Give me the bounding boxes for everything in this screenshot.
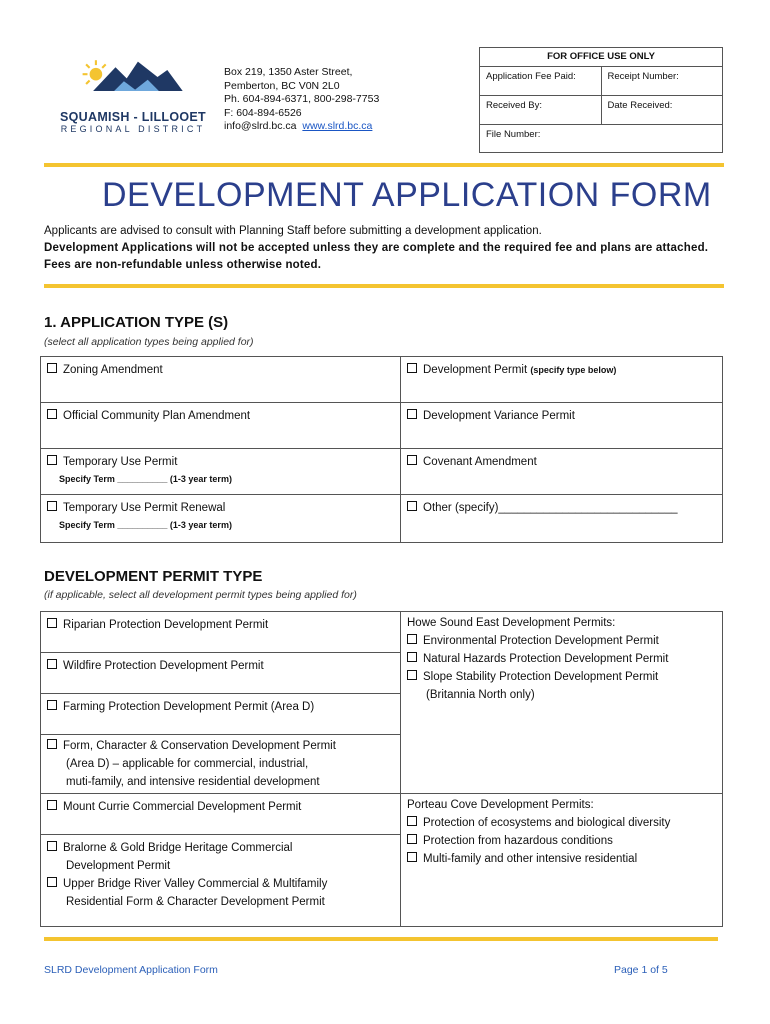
- divider: [44, 163, 724, 167]
- checkbox-icon[interactable]: [47, 739, 57, 749]
- divider: [44, 937, 718, 941]
- checkbox-icon[interactable]: [407, 455, 417, 465]
- office-use-box: [479, 47, 723, 153]
- option-mount-currie[interactable]: Mount Currie Commercial Development Permit: [40, 793, 401, 835]
- checkbox-icon[interactable]: [407, 852, 417, 862]
- email-text: info@slrd.bc.ca: [224, 120, 297, 132]
- checkbox-icon[interactable]: [407, 634, 417, 644]
- checkbox-icon[interactable]: [407, 670, 417, 680]
- checkbox-icon[interactable]: [47, 455, 57, 465]
- option-farming[interactable]: Farming Protection Development Permit (Area D): [40, 693, 401, 735]
- option-ocp[interactable]: Official Community Plan Amendment: [40, 402, 401, 449]
- section-heading: DEVELOPMENT PERMIT TYPE: [44, 568, 263, 585]
- section-note: (if applicable, select all development permit types being applied for): [44, 589, 357, 601]
- mountain-icon: [93, 62, 183, 91]
- option-covenant[interactable]: Covenant Amendment: [400, 448, 723, 495]
- file-number-field[interactable]: File Number:: [486, 129, 541, 140]
- received-by-field[interactable]: Received By:: [486, 100, 542, 111]
- option-wildfire[interactable]: Wildfire Protection Development Permit: [40, 652, 401, 694]
- checkbox-icon[interactable]: [47, 409, 57, 419]
- checkbox-icon[interactable]: [407, 409, 417, 419]
- intro-text: Applicants are advised to consult with Planning Staff before submitting a development application. Development Applications will not be accepted unless they are complete and the required fee and plans are attached. Fees are non-refundable unless otherwise noted.: [44, 225, 709, 271]
- checkbox-icon[interactable]: [407, 363, 417, 373]
- option-dvp[interactable]: Development Variance Permit: [400, 402, 723, 449]
- org-address: Box 219, 1350 Aster Street, Pemberton, BC V0N 2L0 Ph. 604-894-6371, 800-298-7753 F: 604-894-6526 info@slrd.bc.ca www.slrd.bc.ca: [224, 66, 380, 132]
- checkbox-icon[interactable]: [47, 501, 57, 511]
- website-link[interactable]: www.slrd.bc.ca: [302, 120, 373, 132]
- receipt-number-field[interactable]: Receipt Number:: [601, 67, 723, 95]
- section-heading: 1. APPLICATION TYPE (S): [44, 314, 229, 331]
- office-title: FOR OFFICE USE ONLY: [480, 48, 722, 67]
- org-name: SQUAMISH - LILLOOET: [60, 110, 206, 124]
- porteau-cove-permits: Porteau Cove Development Permits: Protection of ecosystems and biological diversity Protection from hazardous conditions Multi-family and other intensive residential: [400, 793, 723, 927]
- sun-icon: [83, 60, 106, 84]
- option-other[interactable]: Other (specify)____________________________: [400, 494, 723, 543]
- option-form-character[interactable]: Form, Character & Conservation Development Permit (Area D) – applicable for commercial, industrial, muti-family, and intensive residential development: [40, 734, 401, 794]
- checkbox-icon[interactable]: [407, 834, 417, 844]
- checkbox-icon[interactable]: [407, 652, 417, 662]
- option-tup[interactable]: Temporary Use Permit Specify Term __________ (1-3 year term): [40, 448, 401, 495]
- slrd-logo: [58, 56, 208, 112]
- divider: [44, 284, 724, 288]
- option-zoning[interactable]: Zoning Amendment: [40, 356, 401, 403]
- section-note: (select all application types being applied for): [44, 336, 254, 348]
- footer-left: SLRD Development Application Form: [44, 964, 218, 976]
- checkbox-icon[interactable]: [47, 700, 57, 710]
- org-subtitle: REGIONAL DISTRICT: [60, 124, 206, 134]
- checkbox-icon[interactable]: [47, 659, 57, 669]
- option-dp[interactable]: Development Permit (specify type below): [400, 356, 723, 403]
- option-bralorne-upper[interactable]: Bralorne & Gold Bridge Heritage Commercial Development Permit Upper Bridge River Valley Commercial & Multifamily Residential Form & Character Development Permit: [40, 834, 401, 927]
- fee-paid-field[interactable]: Application Fee Paid:: [486, 71, 576, 82]
- checkbox-icon[interactable]: [47, 618, 57, 628]
- checkbox-icon[interactable]: [407, 816, 417, 826]
- checkbox-icon[interactable]: [47, 800, 57, 810]
- page-number: Page 1 of 5: [614, 964, 668, 976]
- date-received-field[interactable]: Date Received:: [601, 96, 723, 124]
- checkbox-icon[interactable]: [47, 363, 57, 373]
- checkbox-icon[interactable]: [407, 501, 417, 511]
- form-title: DEVELOPMENT APPLICATION FORM: [102, 176, 712, 214]
- howe-sound-permits: Howe Sound East Development Permits: Environmental Protection Development Permit Natural Hazards Protection Development Permit Slope Stability Protection Development Permit (Britannia North only): [400, 611, 723, 794]
- option-tup-renewal[interactable]: Temporary Use Permit Renewal Specify Term __________ (1-3 year term): [40, 494, 401, 543]
- option-riparian[interactable]: Riparian Protection Development Permit: [40, 611, 401, 653]
- checkbox-icon[interactable]: [47, 841, 57, 851]
- checkbox-icon[interactable]: [47, 877, 57, 887]
